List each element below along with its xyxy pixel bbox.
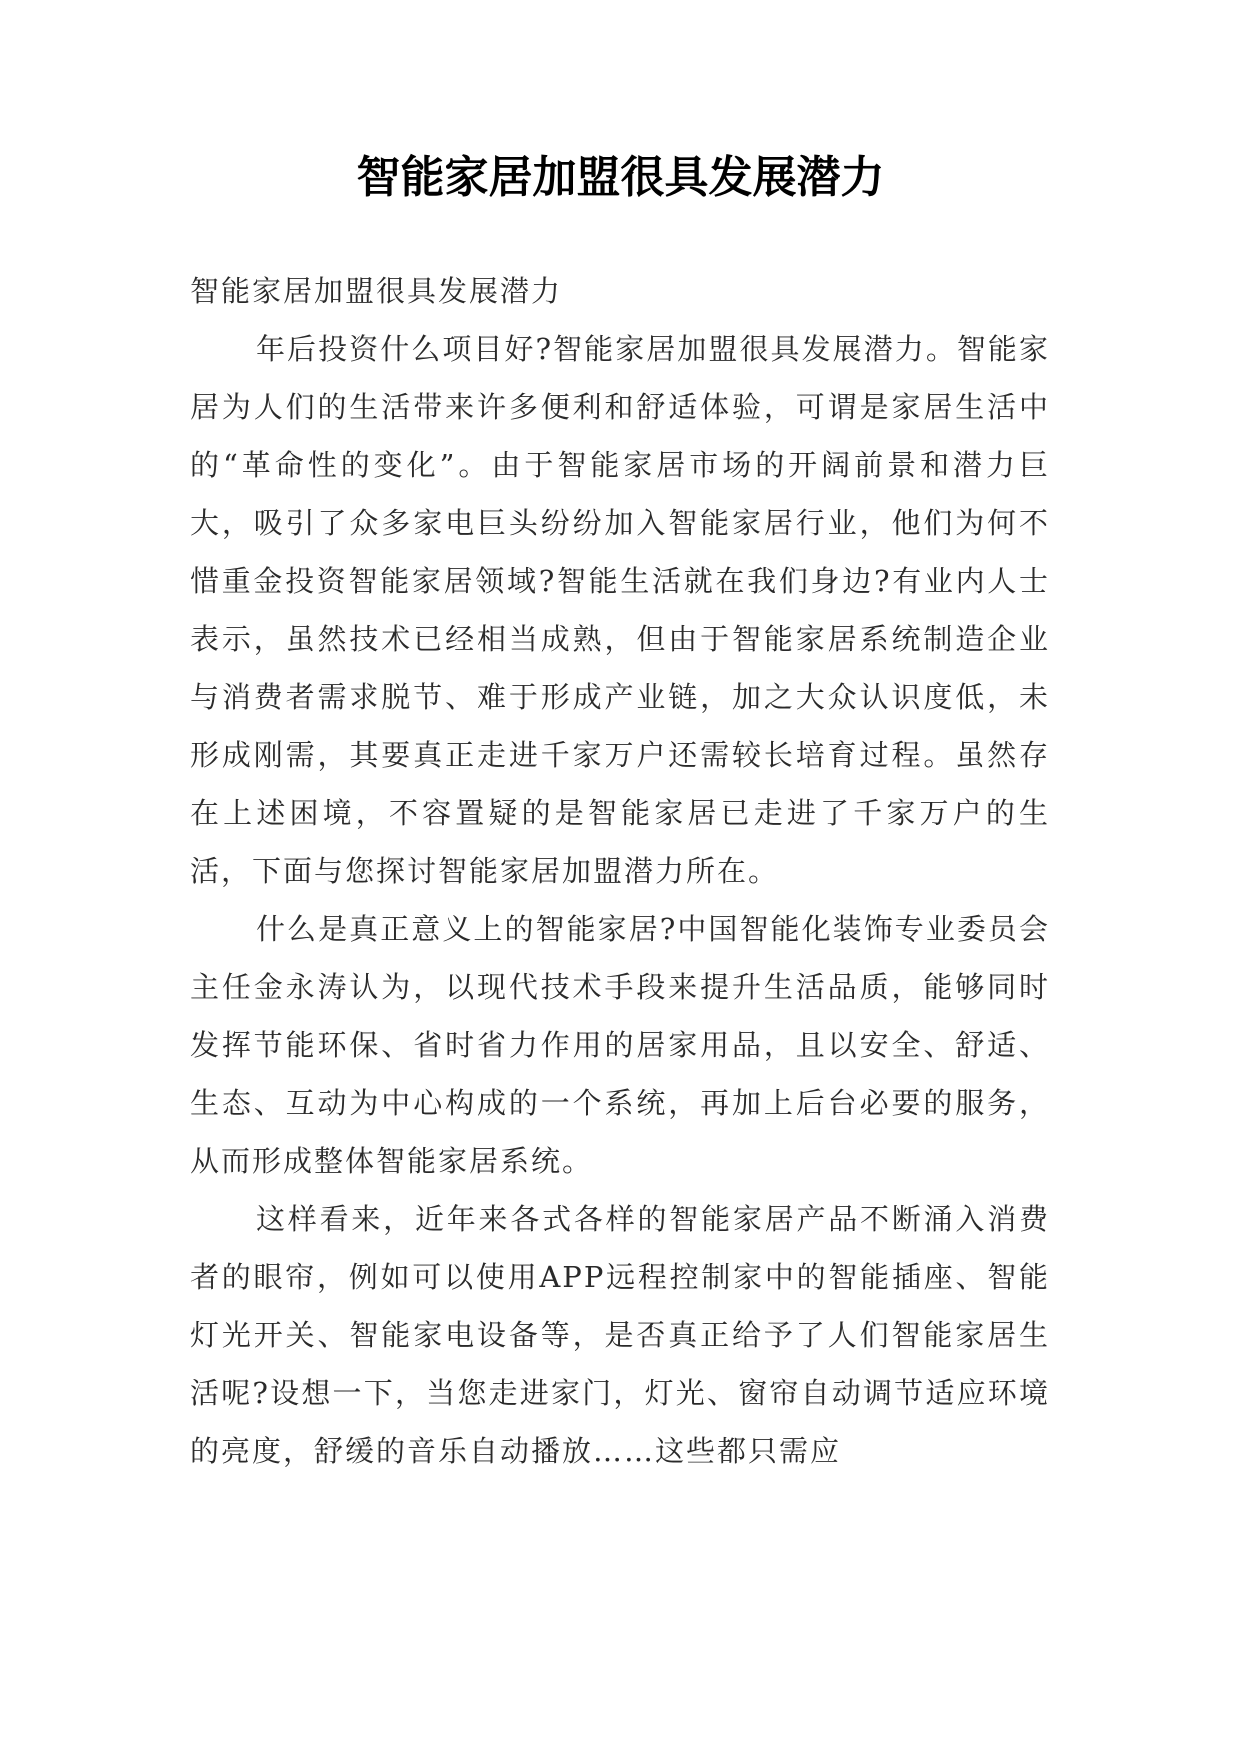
paragraph-3: 这样看来，近年来各式各样的智能家居产品不断涌入消费者的眼帘，例如可以使用APP远程控制家中的智能插座、智能灯光开关、智能家电设备等，是否真正给予了人们智能家居生活呢?设想一下，当您走进家门，灯光、窗帘自动调节适应环境的亮度，舒缓的音乐自动播放……这些都只需应 <box>190 1202 1050 1468</box>
document-body <box>190 262 1050 1480</box>
paragraph-2: 什么是真正意义上的智能家居?中国智能化装饰专业委员会主任金永涛认为，以现代技术手段来提升生活品质，能够同时发挥节能环保、省时省力作用的居家用品，且以安全、舒适、生态、互动为中心构成的一个系统，再加上后台必要的服务，从而形成整体智能家居系统。 <box>190 912 1050 1178</box>
document-title: 智能家居加盟很具发展潜力 <box>356 152 885 203</box>
paragraph-1: 年后投资什么项目好?智能家居加盟很具发展潜力。智能家居为人们的生活带来许多便利和舒适体验，可谓是家居生活中的“革命性的变化”。由于智能家居市场的开阔前景和潜力巨大，吸引了众多家电巨头纷纷加入智能家居行业，他们为何不惜重金投资智能家居领域?智能生活就在我们身边?有业内人士表示，虽然技术已经相当成熟，但由于智能家居系统制造企业与消费者需求脱节、难于形成产业链，加之大众认识度低，未形成刚需，其要真正走进千家万户还需较长培育过程。虽然存在上述困境，不容置疑的是智能家居已走进了千家万户的生活，下面与您探讨智能家居加盟潜力所在。 <box>190 332 1050 888</box>
document-subtitle: 智能家居加盟很具发展潜力 <box>190 274 563 308</box>
